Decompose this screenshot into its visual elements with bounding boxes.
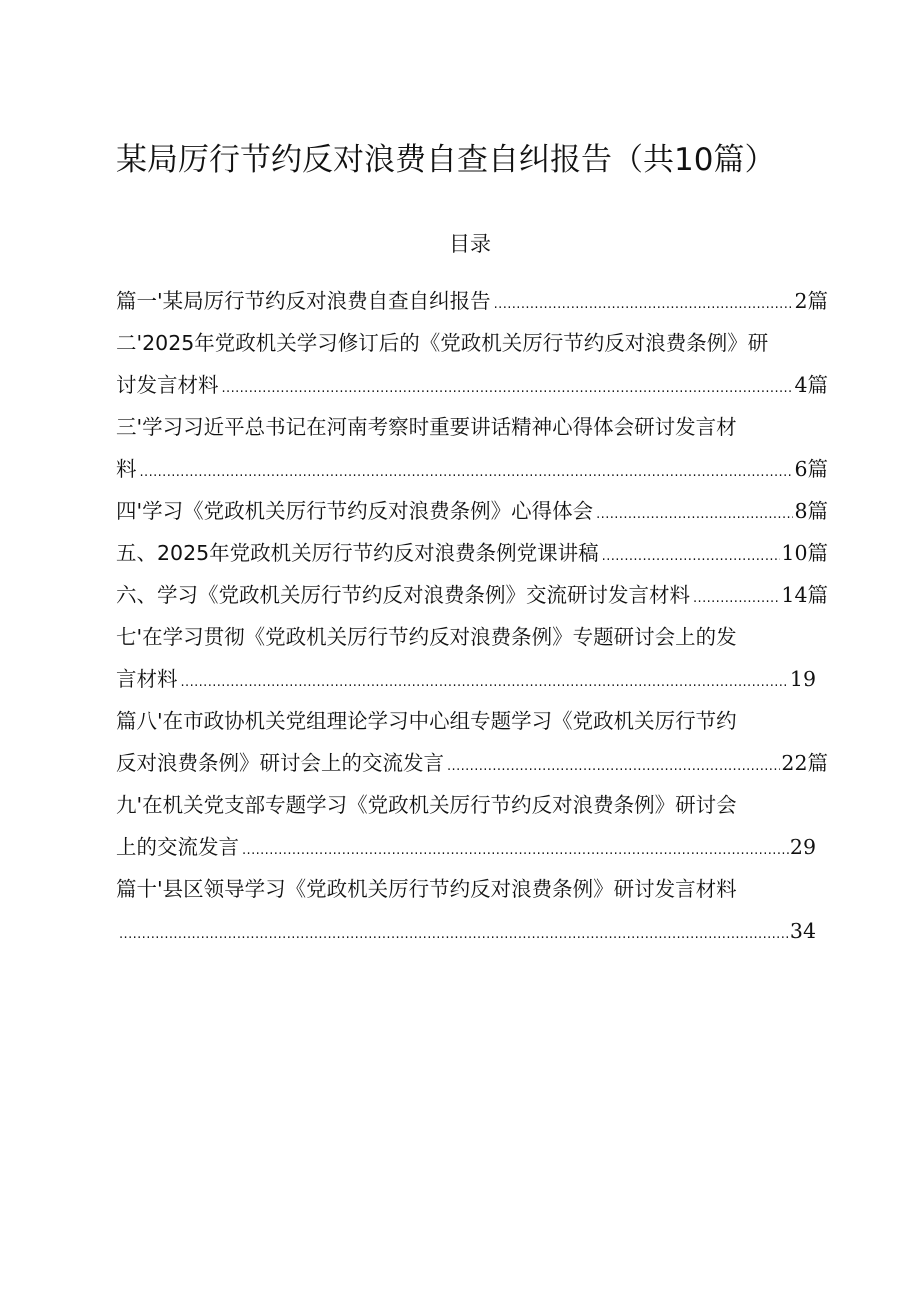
toc-entry-7-title-line1: 七'在学习贯彻《党政机关厉行节约反对浪费条例》专题研讨会上的发: [116, 625, 737, 649]
toc-entry-2-title-line1: 二'2025年党政机关学习修订后的《党政机关厉行节约反对浪费条例》研: [116, 331, 769, 355]
toc-entry-8[interactable]: [116, 700, 828, 742]
toc-entry-4-title: 四'学习《党政机关厉行节约反对浪费条例》心得体会: [116, 499, 594, 523]
toc-entry-1[interactable]: [116, 280, 828, 322]
toc-leader-dots: [181, 662, 789, 700]
toc-entry-6-page: 14篇: [781, 583, 828, 607]
toc-entry-10-page: 34: [789, 919, 816, 943]
toc-entry-9-page: 29: [789, 835, 816, 859]
toc-entry-10-cont[interactable]: [116, 910, 816, 952]
toc-entry-3-title-line1: 三'学习习近平总书记在河南考察时重要讲话精神心得体会研讨发言材: [116, 415, 737, 439]
toc-entry-9[interactable]: [116, 784, 828, 826]
toc-entry-7[interactable]: [116, 616, 828, 658]
toc-entry-6[interactable]: [116, 574, 828, 616]
toc-entry-3-page: 6篇: [794, 457, 828, 481]
toc-entry-3[interactable]: [116, 406, 828, 448]
toc-entry-3-title-line2: 料: [116, 457, 137, 481]
toc-entry-8-page: 22篇: [781, 751, 828, 775]
toc-entry-8-cont[interactable]: [116, 742, 828, 784]
toc-entry-3-cont[interactable]: [116, 448, 828, 490]
toc-entry-2-title-line2: 讨发言材料: [116, 373, 219, 397]
toc-entry-2-page: 4篇: [794, 373, 828, 397]
toc-leader-dots: [602, 536, 781, 574]
toc-entry-6-title: 六、学习《党政机关厉行节约反对浪费条例》交流研讨发言材料: [116, 583, 690, 607]
toc-entry-1-page: 2篇: [794, 289, 828, 313]
toc-entry-7-page: 19: [789, 667, 816, 691]
toc-leader-dots: [242, 830, 789, 868]
toc-entry-5[interactable]: [116, 532, 828, 574]
toc-entry-1-title: 篇一'某局厉行节约反对浪费自查自纠报告: [116, 289, 491, 313]
toc-entry-5-page: 10篇: [781, 541, 828, 565]
toc-entry-7-cont[interactable]: [116, 658, 816, 700]
toc-entry-4[interactable]: [116, 490, 828, 532]
document-title: 某局厉行节约反对浪费自查自纠报告（共10篇）: [116, 142, 776, 178]
toc-leader-dots: [596, 494, 793, 532]
toc-entry-8-title-line2: 反对浪费条例》研讨会上的交流发言: [116, 751, 444, 775]
toc-leader-dots: [693, 578, 780, 616]
toc-entry-7-title-line2: 言材料: [116, 667, 178, 691]
toc-leader-dots: [140, 452, 794, 490]
table-of-contents: [116, 280, 828, 952]
toc-entry-4-page: 8篇: [794, 499, 828, 523]
toc-entry-8-title-line1: 篇八'在市政协机关党组理论学习中心组专题学习《党政机关厉行节约: [116, 709, 737, 733]
toc-entry-2[interactable]: [116, 322, 828, 364]
toc-leader-dots: [119, 914, 789, 952]
toc-leader-dots: [494, 284, 794, 322]
toc-entry-10[interactable]: [116, 868, 828, 910]
toc-entry-2-cont[interactable]: [116, 364, 828, 406]
toc-heading: 目录: [449, 232, 491, 256]
toc-entry-9-cont[interactable]: [116, 826, 816, 868]
toc-leader-dots: [222, 368, 794, 406]
toc-entry-9-title-line2: 上的交流发言: [116, 835, 239, 859]
toc-leader-dots: [447, 746, 780, 784]
toc-entry-10-title-line1: 篇十'县区领导学习《党政机关厉行节约反对浪费条例》研讨发言材料: [116, 877, 737, 901]
toc-entry-5-title: 五、2025年党政机关厉行节约反对浪费条例党课讲稿: [116, 541, 599, 565]
toc-entry-9-title-line1: 九'在机关党支部专题学习《党政机关厉行节约反对浪费条例》研讨会: [116, 793, 737, 817]
